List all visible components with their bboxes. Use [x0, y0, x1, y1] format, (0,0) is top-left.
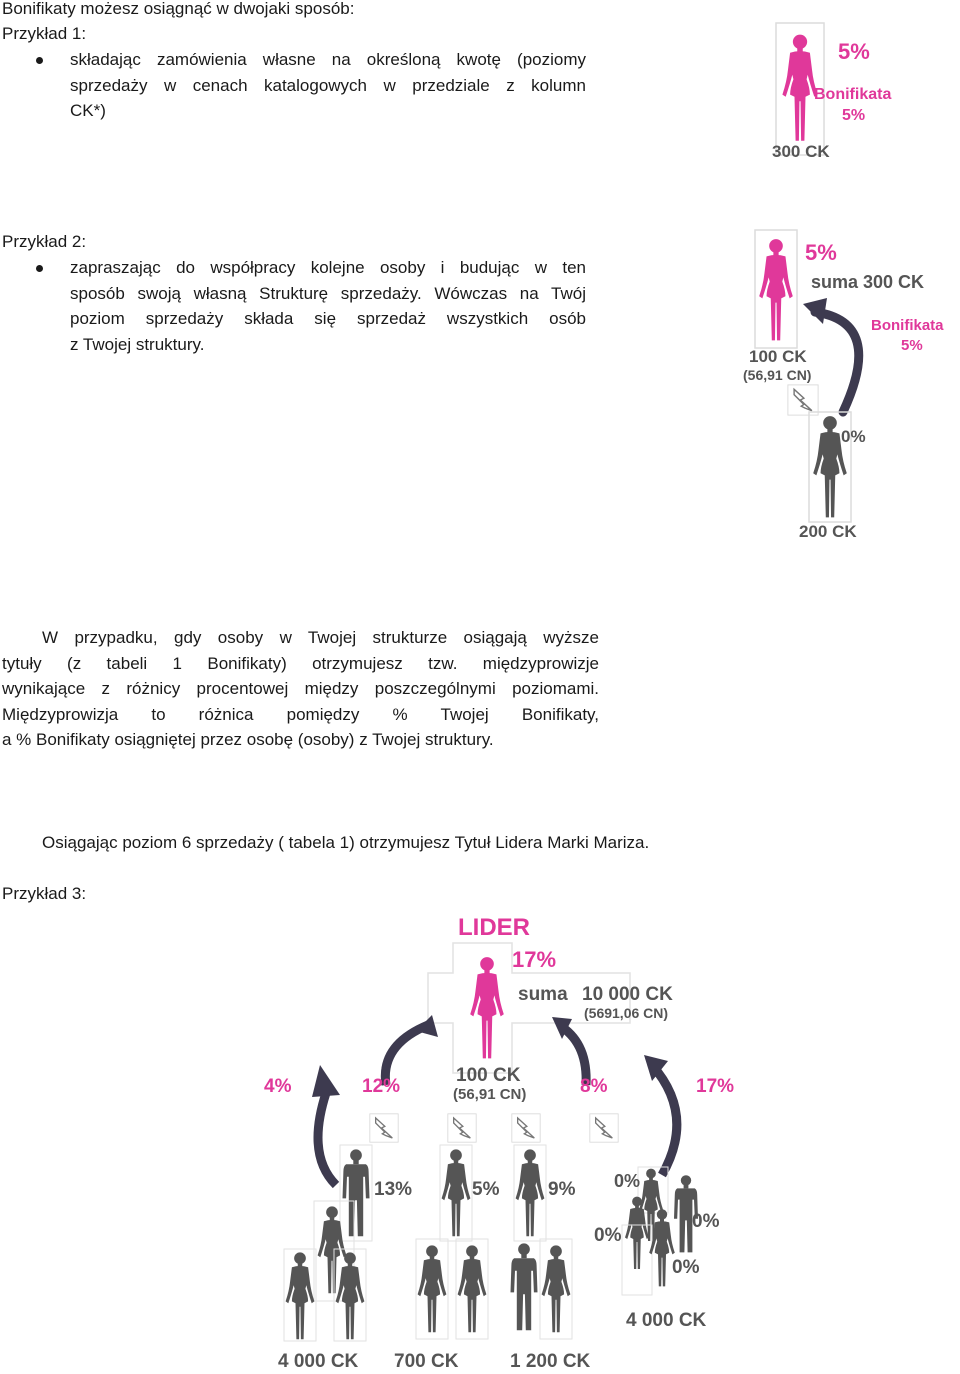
- woman-figure-icon: [542, 1245, 571, 1332]
- sum-amount: 10 000 CK: [582, 984, 673, 1005]
- center-amount: 100 CK: [456, 1065, 521, 1086]
- bonus-label: Bonifikata: [871, 317, 944, 334]
- interprovision-paragraph: [2, 625, 599, 753]
- example-1-title: Przykład 1:: [2, 24, 87, 43]
- woman-figure-icon: [782, 35, 817, 141]
- text-line: W przypadku, gdy osoby w Twojej strukturze osiągają wyższe: [42, 628, 599, 647]
- left-outer-percent: 4%: [264, 1076, 292, 1097]
- bonus-value: 5%: [901, 337, 923, 354]
- text-line: a % Bonifikaty osiągniętej przez osobę (osoby) z Twojej struktury.: [2, 730, 494, 749]
- center-cn: (56,91 CN): [453, 1086, 527, 1103]
- example-3-title: Przykład 3:: [2, 884, 87, 903]
- text-line: składając zamówienia własne na określoną kwotę (poziomy: [70, 50, 586, 69]
- woman-figure-icon: [418, 1245, 447, 1332]
- zigzag-arrow-icon: [448, 1114, 476, 1142]
- zigzag-arrow-icon: [370, 1114, 398, 1142]
- sum-label: suma 300 CK: [811, 272, 925, 292]
- top-cn: (56,91 CN): [743, 367, 812, 383]
- bottom-percent: 0%: [841, 427, 866, 446]
- text-line: z Twojej struktury.: [70, 334, 205, 354]
- curved-arrow-icon: [652, 1065, 677, 1175]
- right-percent-0: 0%: [692, 1211, 720, 1232]
- text-line: wynikające z różnicy procentowej między poszczególnymi poziomami.: [2, 679, 599, 698]
- percent-5: 5%: [472, 1179, 500, 1200]
- text-line: sposób swoją własną Strukturę sprzedaży. Wówczas na Twój: [70, 283, 586, 303]
- percent-13: 13%: [374, 1179, 413, 1200]
- sum-word: suma: [518, 984, 568, 1005]
- zigzag-arrow-icon: [512, 1114, 540, 1142]
- arrow-head-icon: [312, 1065, 340, 1097]
- zigzag-arrow-icon: [590, 1114, 618, 1142]
- text-line: CK*): [70, 101, 106, 120]
- bonus-value: 5%: [842, 107, 866, 124]
- amount-4000-right: 4 000 CK: [626, 1310, 707, 1331]
- bullet-icon: [36, 265, 43, 272]
- figure-1: [760, 15, 950, 175]
- leader-line: Osiągając poziom 6 sprzedaży ( tabela 1) otrzymujesz Tytuł Lidera Marki Mariza.: [42, 833, 650, 852]
- amount-1200: 1 200 CK: [510, 1351, 591, 1372]
- right-percent-0: 0%: [594, 1225, 622, 1246]
- right-percent-0: 0%: [614, 1171, 641, 1191]
- woman-figure-icon: [759, 239, 793, 340]
- example-1-bullet: [70, 47, 586, 124]
- curved-arrow-icon: [815, 312, 859, 412]
- leader-label: LIDER: [458, 914, 530, 941]
- top-amount: 100 CK: [749, 347, 807, 366]
- woman-figure-icon: [458, 1245, 487, 1332]
- text-line: tytuły (z tabeli 1 Bonifikaty) otrzymujesz tzw. międzyprowizje: [2, 653, 599, 673]
- bonus-label: Bonifikata: [814, 86, 892, 103]
- man-figure-icon: [511, 1243, 538, 1330]
- woman-figure-icon: [336, 1252, 365, 1339]
- sum-cn: (5691,06 CN): [584, 1005, 669, 1021]
- right-percent-0: 0%: [672, 1257, 700, 1278]
- right-outer-percent: 17%: [696, 1076, 735, 1097]
- zigzag-arrow-icon: [788, 385, 818, 415]
- amount-4000-left: 4 000 CK: [278, 1351, 359, 1372]
- woman-figure-icon: [286, 1252, 315, 1339]
- example-2-bullet: [70, 255, 586, 357]
- figure-3: [250, 905, 750, 1373]
- bottom-amount: 200 CK: [799, 522, 857, 541]
- woman-figure-icon: [442, 1149, 471, 1236]
- left-inner-percent: 12%: [362, 1076, 401, 1097]
- amount-700: 700 CK: [394, 1351, 459, 1372]
- leader-woman-icon: [470, 957, 504, 1058]
- arrow-head-icon: [803, 298, 827, 324]
- man-figure-icon: [343, 1149, 370, 1236]
- bullet-icon: [36, 57, 43, 64]
- text-line: zapraszając do współpracy kolejne osoby i budując w ten: [70, 258, 586, 277]
- top-percent: 5%: [805, 240, 837, 265]
- percent-label: 5%: [838, 39, 870, 64]
- intro-text: Bonifikaty możesz osiągnąć w dwojaki sposób:: [2, 0, 355, 18]
- text-line: Międzyprowizja to różnica pomiędzy % Twojej Bonifikaty,: [2, 704, 599, 724]
- text-line: sprzedaży w cenach katalogowych w przedziale z kolumn: [70, 75, 586, 95]
- amount-label: 300 CK: [772, 142, 830, 161]
- woman-figure-icon: [516, 1149, 545, 1236]
- leader-percent: 17%: [512, 947, 557, 972]
- text-line: poziom sprzedaży składa się sprzedaż wszystkich osób: [70, 309, 586, 328]
- percent-9: 9%: [548, 1179, 576, 1200]
- example-2-title: Przykład 2:: [2, 232, 87, 251]
- curved-arrow-icon: [318, 1093, 336, 1185]
- right-inner-percent: 8%: [580, 1076, 608, 1097]
- figure-2: [735, 222, 960, 547]
